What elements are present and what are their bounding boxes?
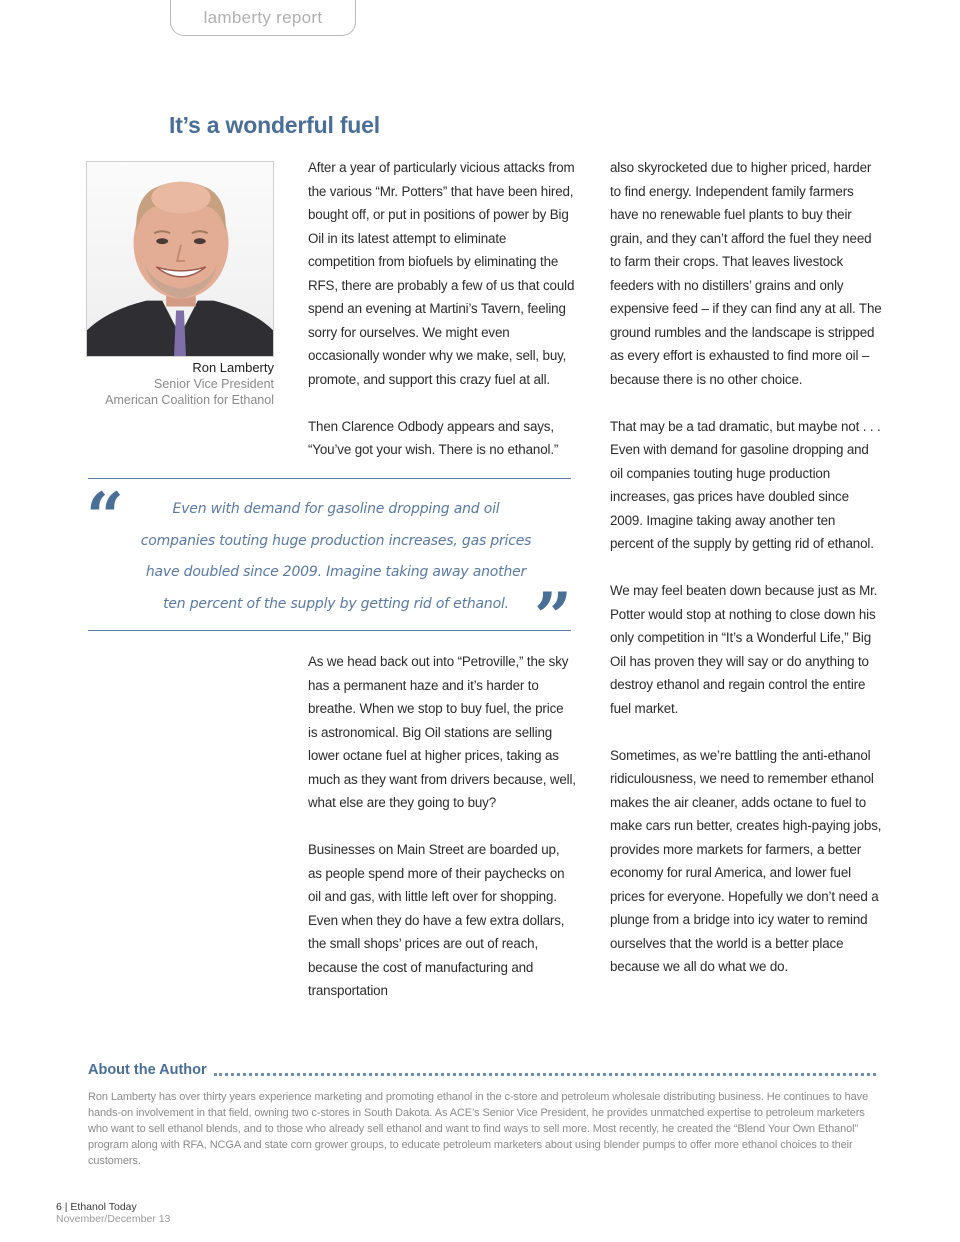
article-column-middle-top <box>308 156 576 462</box>
paragraph: also skyrocketed due to higher priced, harder to find energy. Independent family farmers have no renewable fuel plants to buy their grain, and they can’t afford the fuel they need to farm their crops. That leaves livestock feeders with no distillers’ grains and only expensive feed – if they can find any at all. The ground rumbles and the landscape is stripped as every effort is exhausted to find more oil – because there is no other choice. <box>610 160 882 387</box>
close-quote-icon: ” <box>534 578 572 656</box>
paragraph: That may be a tad dramatic, but maybe not . . . Even with demand for gasoline dropping and oil companies touting huge production increases, gas prices have doubled since 2009. Imagine taking away another ten percent of the supply by getting rid of ethanol. <box>610 418 881 551</box>
section-tab: lamberty report <box>170 0 356 36</box>
article-column-right <box>610 156 882 979</box>
article-title: It’s a wonderful fuel <box>169 112 380 138</box>
about-author-heading: About the Author <box>88 1062 207 1078</box>
about-author-text: Ron Lamberty has over thirty years experience marketing and promoting ethanol in the c-store and petroleum wholesale distributing business. He continues to have hands-on involvement in that field, owning two c-stores in South Dakota. As ACE’s Senior Vice President, he provides unmatched expertise to petroleum marketers who want to sell ethanol blends, and to those who already sell ethanol and want to find ways to sell more. Most recently, he created the “Blend Your Own Ethanol” program along with RFA, NCGA and state corn grower groups, to educate petroleum marketers about using blender pumps to offer more ethanol choices to their customers. <box>88 1091 869 1167</box>
paragraph: Then Clarence Odbody appears and says, “You’ve got your wish. There is no ethanol.” <box>308 418 559 457</box>
about-author-dotted-rule <box>214 1073 876 1076</box>
paragraph: Sometimes, as we’re battling the anti-ethanol ridiculousness, we need to remember ethanol makes the air cleaner, adds octane to fuel to make cars run better, creates high-paying jobs, provides more markets for farmers, a better economy for rural America, and lower fuel prices for everyone. Hopefully we don’t need a plunge from a bridge into icy water to remind ourselves that the world is a better place because we all do what we do. <box>610 747 882 974</box>
paragraph: Businesses on Main Street are boarded up, as people spend more of their paychecks on oil and gas, with little left over for shopping. Even when they do have a few extra dollars, the small shops’ prices are out of reach, because the cost of manufacturing and transportation <box>308 842 565 998</box>
pull-quote-bottom-rule <box>88 630 571 631</box>
author-photo <box>86 161 274 357</box>
author-organization: American Coalition for Ethanol <box>105 393 274 407</box>
page-footer <box>56 1201 170 1225</box>
paragraph: After a year of particularly vicious attacks from the various “Mr. Potters” that have been hired, bought off, or put in positions of power by Big Oil in its latest attempt to eliminate competition from biofuels by eliminating the RFS, there are probably a few of us that could spend an evening at Martini’s Tavern, feeling sorry for ourselves. We might even occasionally wonder why we make, sell, buy, promote, and support this crazy fuel at all. <box>308 160 575 387</box>
open-quote-icon: “ <box>86 478 124 556</box>
paragraph: We may feel beaten down because just as Mr. Potter would stop at nothing to close down his only competition in “It’s a Wonderful Life,” Big Oil has proven they will say or do anything to destroy ethanol and regain control the entire fuel market. <box>610 583 878 716</box>
pull-quote-top-rule <box>88 478 571 479</box>
issue-date: November/December 13 <box>56 1213 171 1225</box>
pull-quote: Even with demand for gasoline dropping and oil companies touting huge production increases, gas prices have doubled since 2009. Imagine taking away another ten percent of the supply by getting rid of ethanol. <box>140 501 532 612</box>
photo-caption <box>60 360 274 408</box>
article-column-middle-bottom <box>308 650 576 1003</box>
paragraph: As we head back out into “Petroville,” the sky has a permanent haze and it’s harder to breathe. When we stop to buy fuel, the price is astronomical. Big Oil stations are selling lower octane fuel at higher prices, taking as much as they want from drivers because, well, what else are they going to buy? <box>308 654 576 810</box>
page-number-publication: 6 | Ethanol Today <box>56 1201 137 1213</box>
author-portrait-image <box>87 162 273 356</box>
author-role: Senior Vice President <box>154 377 274 391</box>
author-name: Ron Lamberty <box>192 360 274 375</box>
